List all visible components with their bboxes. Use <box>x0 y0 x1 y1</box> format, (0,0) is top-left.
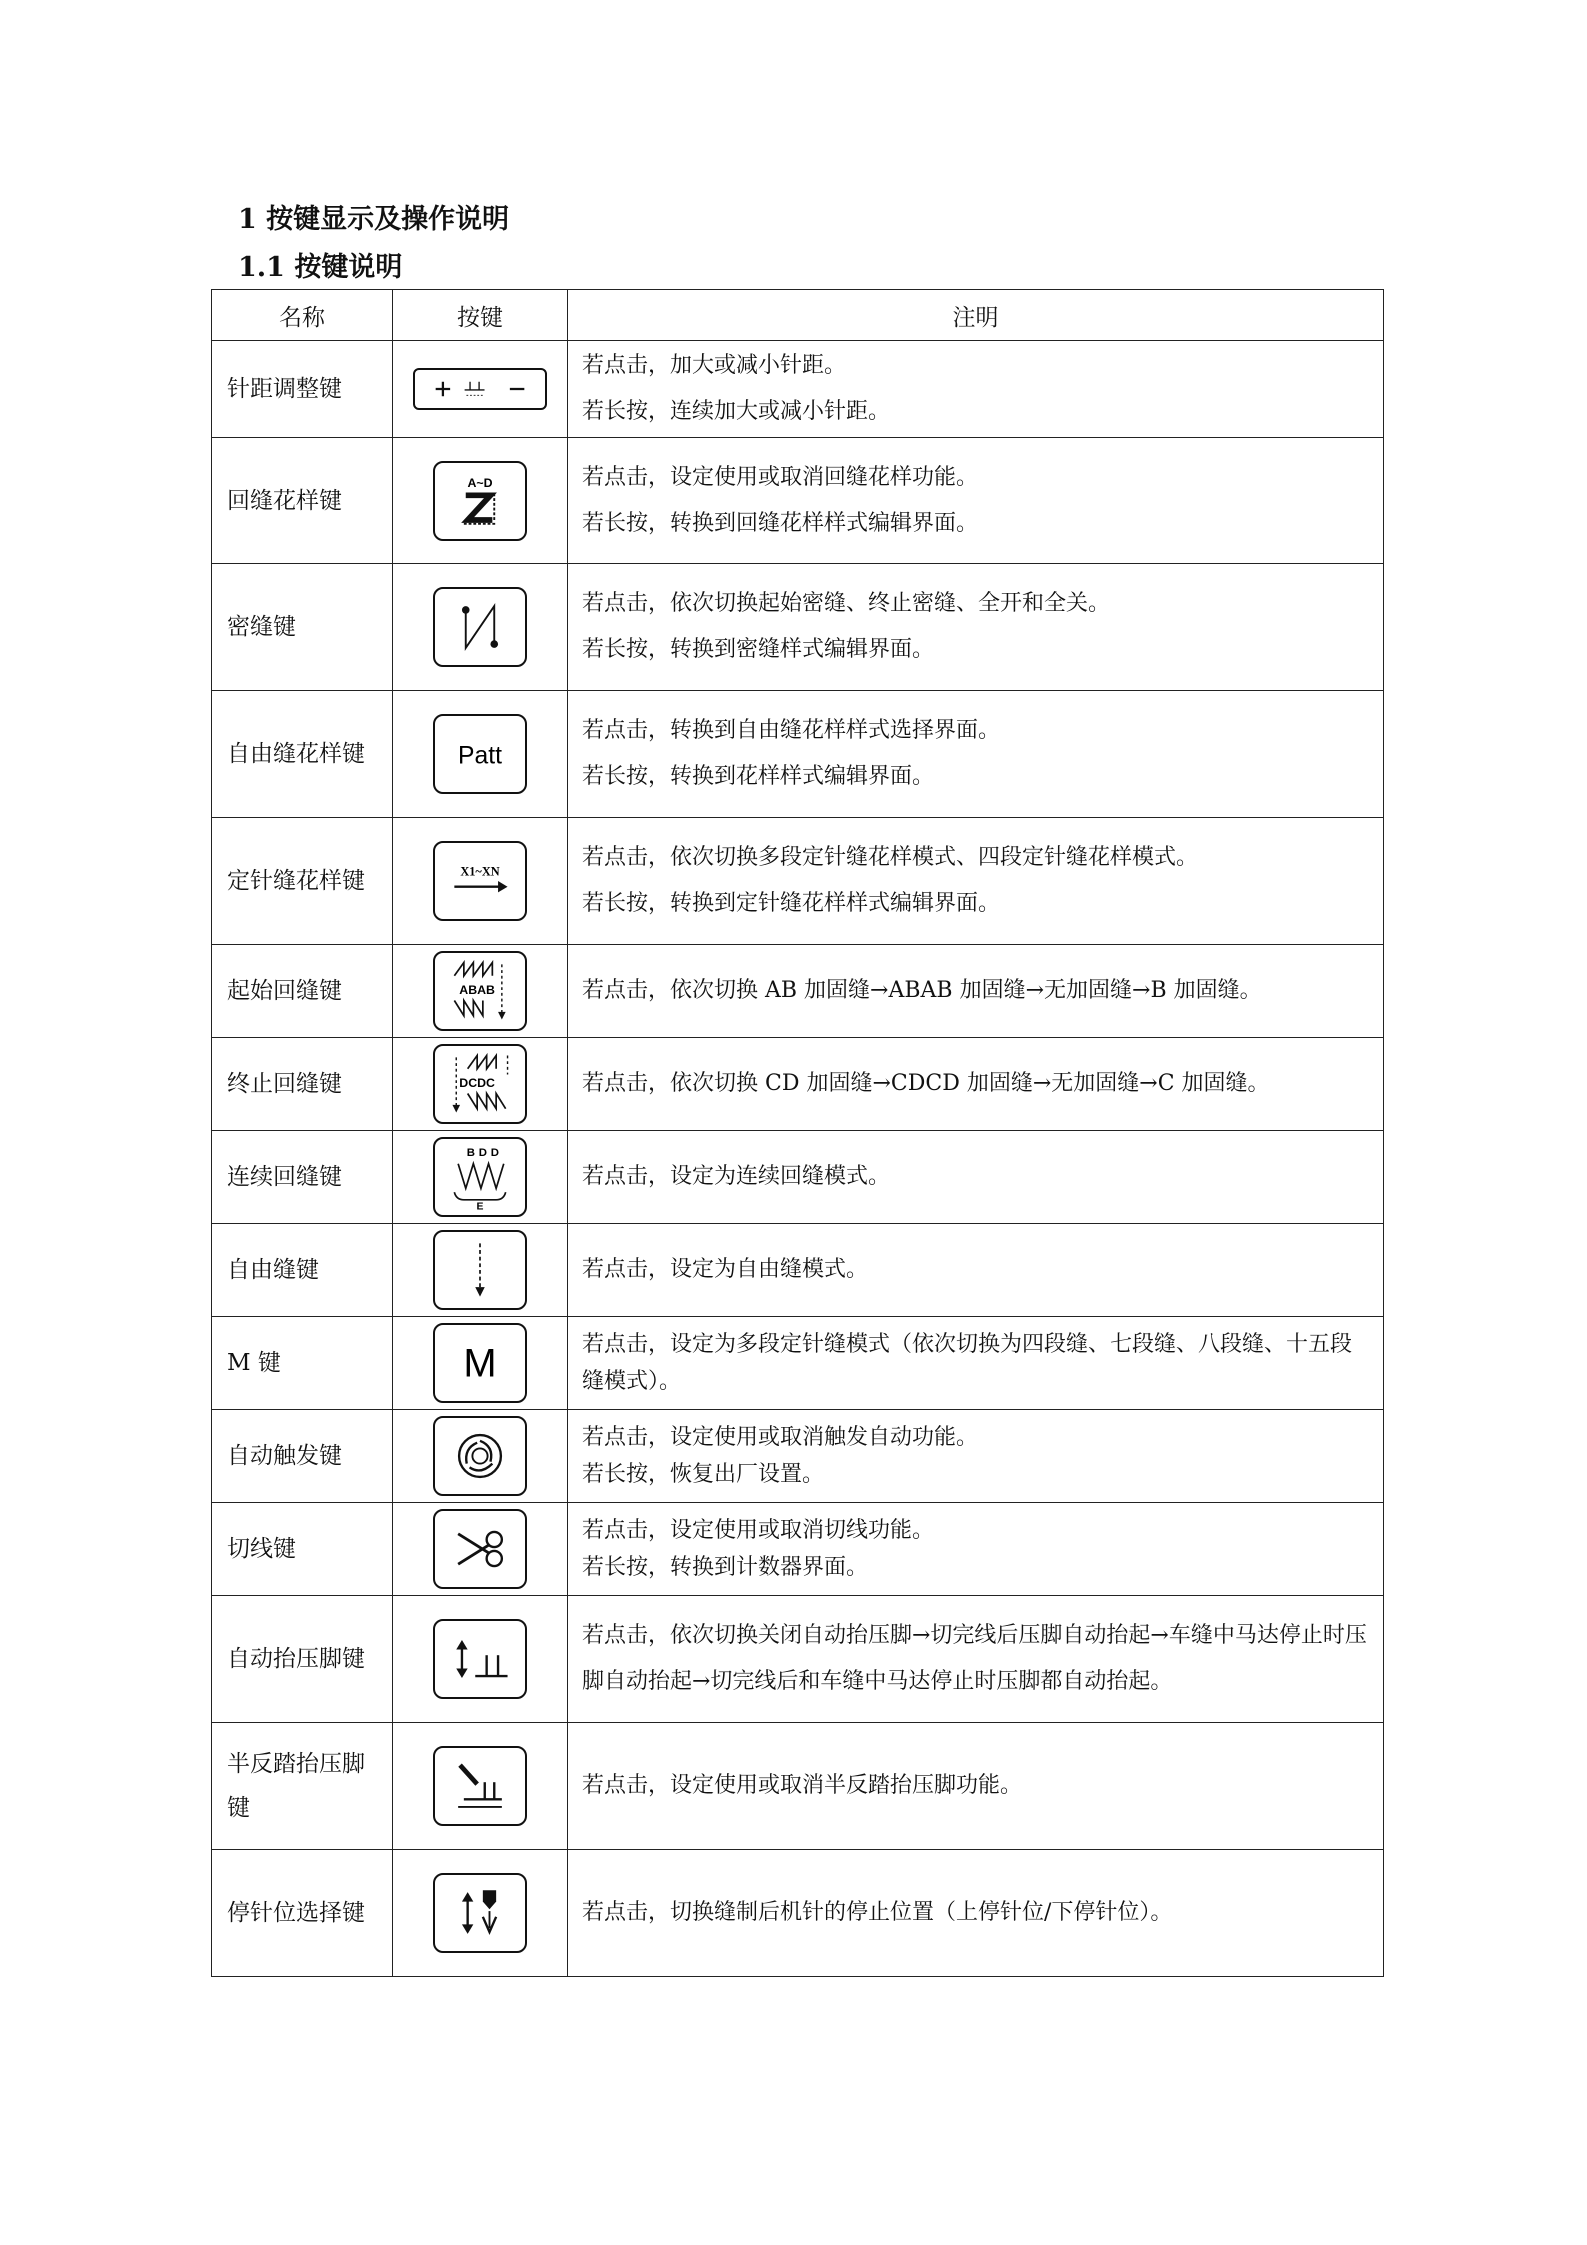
icon-label: ABAB <box>459 982 495 997</box>
key-name: 回缝花样键 <box>212 438 393 564</box>
icon-label: X1~XN <box>460 864 500 879</box>
icon-label: BDD <box>466 1147 503 1160</box>
icon-label: M <box>463 1341 497 1386</box>
fixed-stitch-pattern-icon[interactable] <box>433 841 527 921</box>
key-note-line: 若长按，转换到花样样式编辑界面。 <box>582 764 935 789</box>
continuous-back-tack-icon[interactable] <box>433 1137 527 1217</box>
table-row <box>212 438 1384 564</box>
key-name: 切线键 <box>212 1503 393 1596</box>
key-note-line: 若点击，切换缝制后机针的停止位置（上停针位/下停针位）。 <box>582 1900 1173 1925</box>
table-row <box>212 1503 1384 1596</box>
icon-label: E <box>476 1201 484 1213</box>
stitch-length-plus-minus-icon[interactable] <box>413 368 547 410</box>
start-back-tack-icon[interactable] <box>433 951 527 1031</box>
key-name: 自动触发键 <box>212 1410 393 1503</box>
icon-label: A~D <box>467 475 493 490</box>
key-note-line: 若点击，设定为连续回缝模式。 <box>582 1164 891 1189</box>
key-note-line: 若点击，依次切换 AB 加固缝→ABAB 加固缝→无加固缝→B 加固缝。 <box>582 978 1262 1003</box>
subsection-heading: 1.1 按键说明 <box>238 252 403 283</box>
table-header-row <box>212 290 1384 341</box>
key-note-line: 若点击，依次切换多段定针缝花样模式、四段定针缝花样模式。 <box>582 845 1199 870</box>
table-row <box>212 1850 1384 1977</box>
key-note-line: 若长按，转换到密缝样式编辑界面。 <box>582 637 935 662</box>
end-back-tack-icon[interactable] <box>433 1044 527 1124</box>
key-note-line: 若点击，设定使用或取消触发自动功能。 <box>582 1425 979 1450</box>
half-heel-presser-foot-icon[interactable] <box>433 1746 527 1826</box>
key-note-line: 若点击，设定为自由缝模式。 <box>582 1257 869 1282</box>
key-name: 自由缝花样键 <box>212 691 393 818</box>
header-name: 名称 <box>212 290 393 341</box>
key-note-line: 若长按，转换到计数器界面。 <box>582 1555 869 1580</box>
key-name: 半反踏抬压脚键 <box>212 1723 393 1850</box>
key-name: 起始回缝键 <box>212 945 393 1038</box>
auto-trigger-icon[interactable] <box>433 1416 527 1496</box>
icon-label: DCDC <box>459 1075 495 1090</box>
key-note-line: 若点击，设定使用或取消切线功能。 <box>582 1518 935 1543</box>
key-note-line: 若长按，转换到定针缝花样样式编辑界面。 <box>582 891 1001 916</box>
table-row <box>212 564 1384 691</box>
icon-label: Patt <box>458 742 502 770</box>
thread-trim-icon[interactable] <box>433 1509 527 1589</box>
key-note-line: 若点击，依次切换 CD 加固缝→CDCD 加固缝→无加固缝→C 加固缝。 <box>582 1071 1270 1096</box>
key-description-table <box>211 289 1384 1977</box>
back-tack-pattern-icon[interactable] <box>433 461 527 541</box>
key-name: M 键 <box>212 1317 393 1410</box>
key-name: 停针位选择键 <box>212 1850 393 1977</box>
table-row <box>212 945 1384 1038</box>
header-key: 按键 <box>393 290 568 341</box>
table-row <box>212 1224 1384 1317</box>
table-row <box>212 341 1384 438</box>
key-note-line: 若点击，转换到自由缝花样样式选择界面。 <box>582 718 1001 743</box>
key-name: 针距调整键 <box>212 341 393 438</box>
key-note-line: 若点击，设定使用或取消回缝花样功能。 <box>582 464 979 490</box>
key-note-line: 若点击，设定使用或取消半反踏抬压脚功能。 <box>582 1773 1023 1798</box>
header-note: 注明 <box>568 290 1384 341</box>
key-note-line: 若点击，依次切换起始密缝、终止密缝、全开和全关。 <box>582 591 1111 616</box>
auto-presser-foot-lift-icon[interactable] <box>433 1619 527 1699</box>
key-name: 终止回缝键 <box>212 1038 393 1131</box>
table-row <box>212 1317 1384 1410</box>
key-note-line: 若长按，转换到回缝花样样式编辑界面。 <box>582 510 979 536</box>
m-key-icon[interactable] <box>433 1323 527 1403</box>
key-note-line: 若点击，设定为多段定针缝模式（依次切换为四段缝、七段缝、八段缝、十五段缝模式）。 <box>582 1332 1353 1394</box>
table-row <box>212 1131 1384 1224</box>
key-note-line: 若长按，恢复出厂设置。 <box>582 1462 825 1487</box>
table-row <box>212 691 1384 818</box>
section-heading: 1 按键显示及操作说明 <box>238 204 510 235</box>
condensed-stitch-icon[interactable] <box>433 587 527 667</box>
key-name: 连续回缝键 <box>212 1131 393 1224</box>
key-note-line: 若点击，加大或减小针距。 <box>582 353 847 378</box>
table-row <box>212 1410 1384 1503</box>
key-name: 密缝键 <box>212 564 393 691</box>
needle-stop-position-icon[interactable] <box>433 1873 527 1953</box>
key-note-line: 若点击，依次切换关闭自动抬压脚→切完线后压脚自动抬起→车缝中马达停止时压脚自动抬起→切完线后和车缝中马达停止时压脚都自动抬起。 <box>582 1623 1367 1694</box>
table-row <box>212 818 1384 945</box>
key-name: 定针缝花样键 <box>212 818 393 945</box>
table-row <box>212 1596 1384 1723</box>
free-sewing-icon[interactable] <box>433 1230 527 1310</box>
free-sewing-pattern-icon[interactable] <box>433 714 527 794</box>
table-row <box>212 1723 1384 1850</box>
key-name: 自动抬压脚键 <box>212 1596 393 1723</box>
key-note-line: 若长按，连续加大或减小针距。 <box>582 399 891 424</box>
table-row <box>212 1038 1384 1131</box>
key-name: 自由缝键 <box>212 1224 393 1317</box>
